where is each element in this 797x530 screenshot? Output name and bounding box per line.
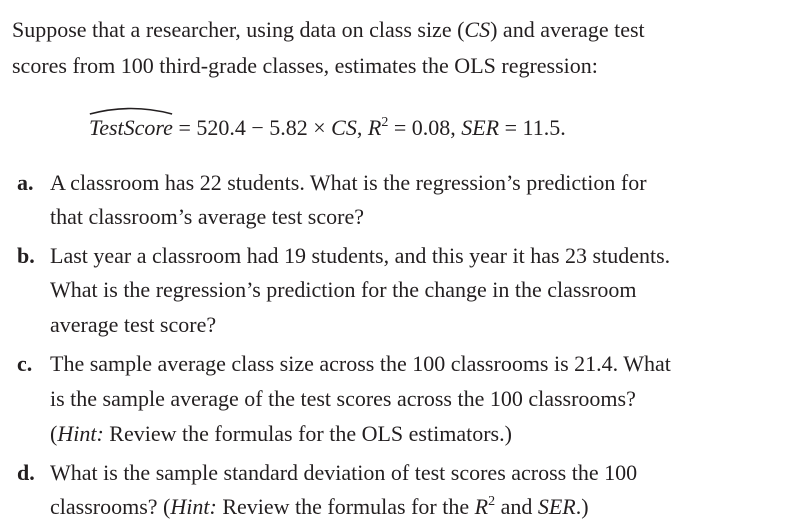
item-a-line-2: that classroom’s average test score? bbox=[50, 204, 364, 229]
item-c-letter: c. bbox=[17, 351, 33, 376]
item-c-hint-text: Review the formulas for the OLS estimators.) bbox=[103, 421, 512, 446]
item-c-hint-label: Hint: bbox=[57, 421, 104, 446]
equation-ser-value: = 11.5. bbox=[499, 115, 566, 140]
equation-r-superscript: 2 bbox=[381, 114, 389, 130]
item-d-part-d: .) bbox=[575, 494, 589, 519]
item-d-line-1: What is the sample standard deviation of test scores across the 100 bbox=[50, 460, 638, 485]
item-b-line-2: What is the regression’s prediction for the change in the classroom bbox=[50, 277, 637, 302]
item-d-r-superscript: 2 bbox=[488, 493, 496, 509]
item-a-letter: a. bbox=[17, 170, 34, 195]
intro-line-2: scores from 100 third-grade classes, estimates the OLS regression: bbox=[12, 53, 598, 78]
item-c-line-3: (Hint: Review the formulas for the OLS estimators.) bbox=[50, 421, 512, 446]
item-d-part-c: and bbox=[495, 494, 538, 519]
item-c-line-2: is the sample average of the test scores across the 100 classrooms? bbox=[50, 386, 636, 411]
intro-line-1-part-b: ) and average test bbox=[490, 17, 645, 42]
item-a-line-1: A classroom has 22 students. What is the regression’s prediction for bbox=[50, 170, 647, 195]
item-d-line-2 bbox=[50, 494, 589, 520]
item-d-letter: d. bbox=[17, 460, 35, 485]
item-b-line-1: Last year a classroom had 19 students, and this year it has 23 students. bbox=[50, 243, 671, 268]
item-d-r: R bbox=[474, 494, 489, 519]
item-b-letter: b. bbox=[17, 243, 35, 268]
hat-accent-icon bbox=[89, 103, 173, 115]
item-c-line-1: The sample average class size across the 100 classrooms is 21.4. What bbox=[50, 351, 671, 376]
item-d-hint-label: Hint: bbox=[170, 494, 217, 519]
item-d-part-b: Review the formulas for the bbox=[216, 494, 475, 519]
item-b-line-3: average test score? bbox=[50, 312, 217, 337]
item-d-ser: SER bbox=[537, 494, 576, 519]
equation-intercept-slope: = 520.4 − 5.82 × bbox=[172, 115, 332, 140]
intro-line-1-part-a: Suppose that a researcher, using data on class size ( bbox=[12, 17, 465, 42]
intro-cs-symbol: CS bbox=[464, 17, 491, 42]
equation-cs: CS bbox=[331, 115, 357, 140]
equation-ser: SER bbox=[461, 115, 500, 140]
equation-r2-value: = 0.08, bbox=[388, 115, 462, 140]
equation-lhs bbox=[89, 115, 173, 141]
equation-r: R bbox=[367, 115, 382, 140]
item-d-part-a: classrooms? ( bbox=[50, 494, 171, 519]
equation-lhs-text: TestScore bbox=[89, 115, 173, 140]
intro-line-1 bbox=[12, 17, 645, 43]
regression-equation bbox=[89, 115, 566, 141]
equation-comma: , bbox=[356, 115, 368, 140]
